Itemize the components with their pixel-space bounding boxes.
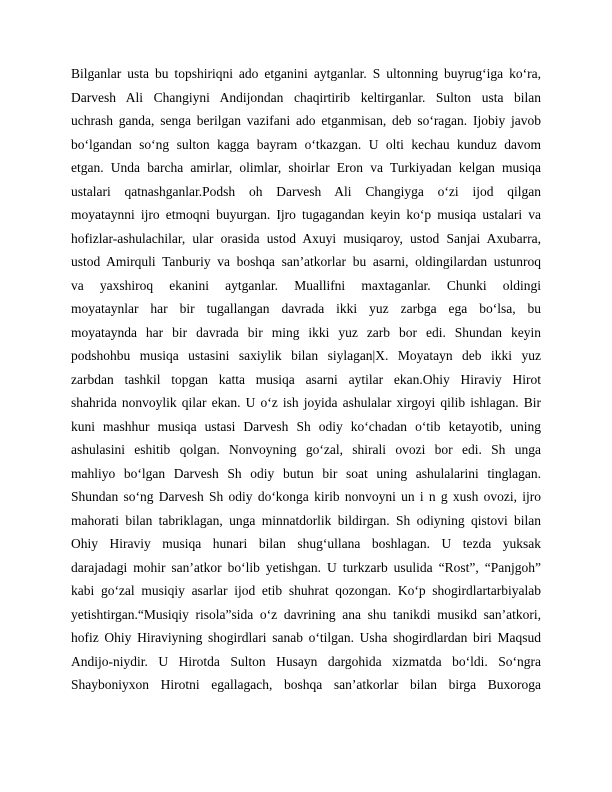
- text-line: boʻlgandan soʻng sulton kagga bayram oʻtkazgan. U olti kechau kunduz davom: [71, 136, 541, 152]
- text-line: uchrash ganda, senga berilgan vazifani ado etganmisan, deb soʻragan. Ijobiy javob: [71, 113, 542, 129]
- text-line: zarbdan tashkil topgan katta musiqa asarni aytilar ekan.Ohiy Hiraviy Hirot: [71, 371, 541, 387]
- body-text: [71, 62, 541, 697]
- text-line: kuni mashhur musiqa ustasi Darvesh Sh odiy koʻchadan oʻtib ketayotib, uning: [71, 418, 542, 434]
- text-line: Bilganlar usta bu topshiriqni ado etganini aytganlar. S ultonning buyrugʻiga koʻra,: [71, 66, 542, 81]
- text-line: moyataynlar har bir tugallangan davrada ikki yuz zarbga ega boʻlsa, bu: [71, 301, 542, 317]
- text-line: shahrida nonvoylik qilar ekan. U oʻz ish joyida ashulalar xirgoyi qilib ishlagan. Bir: [71, 395, 542, 411]
- text-line: mahliyo boʻlgan Darvesh Sh odiy butun bir soat uning ashulalarini tinglagan.: [71, 465, 542, 481]
- text-line: mahorati bilan tabriklagan, unga minnatdorlik bildirgan. Sh odiyning qistovi bilan: [71, 512, 542, 528]
- text-line: Shundan soʻng Darvesh Sh odiy doʻkonga kirib nonvoyni un i n g xush ovozi, ijro: [71, 489, 542, 505]
- text-line: hofiz Ohiy Hiraviyning shogirdlari sanab oʻtilgan. Usha shogirdlardan biri Maqsud: [71, 630, 541, 646]
- text-line: kabi goʻzal musiqiy asarlar ijod etib shuhrat qozongan. Koʻp shogirdlartarbiyalab: [71, 583, 542, 599]
- text-line: hofizlar-ashulachilar, ular orasida ustod Axuyi musiqaroy, ustod Sanjai Axubarra,: [71, 230, 541, 246]
- text-line: ustod Amirquli Tanburiy va boshqa sanʼatkorlar bu asarni, oldingilardan ustunroq: [71, 254, 541, 270]
- text-line: etgan. Unda barcha amirlar, olimlar, shoirlar Eron va Turkiyadan kelgan musiqa: [71, 160, 542, 176]
- text-line: Andijo-niydir. U Hirotda Sulton Husayn dargohida xizmatda boʻldi. Soʻngra: [71, 653, 541, 669]
- text-line: podshohbu musiqa ustasini saxiylik bilan siylagan|X. Moyatayn deb ikki yuz: [71, 348, 541, 364]
- text-line: va yaxshiroq ekanini aytganlar. Muallifni maxtaganlar. Chunki oldingi: [71, 277, 542, 293]
- text-line: Shayboniyxon Hirotni egallagach, boshqa sanʼatkorlar bilan birga Buxoroga: [71, 677, 541, 693]
- text-line: Ohiy Hiraviy musiqa hunari bilan shugʻullana boshlagan. U tezda yuksak: [71, 536, 542, 552]
- text-line: ustalari qatnashganlar.Podsh oh Darvesh Ali Changiyga oʻzi ijod qilgan: [71, 183, 541, 199]
- text-line: moyataynda har bir davrada bir ming ikki yuz zarb bor edi. Shundan keyin: [71, 324, 541, 340]
- text-line: yetishtirgan.“Musiqiy risola”sida oʻz davrining ana shu tanikdi musikd sanʼatkori,: [71, 606, 541, 622]
- text-line: ashulasini eshitib qolgan. Nonvoyning goʻzal, shirali ovozi bor edi. Sh unga: [71, 442, 541, 458]
- text-line: darajadagi mohir sanʼatkor boʻlib yetishgan. U turkzarb usulida “Rost”, “Panjgoh”: [71, 559, 541, 575]
- text-line: Darvesh Ali Changiyni Andijondan chaqirtirib keltirganlar. Sulton usta bilan: [71, 89, 542, 105]
- text-line: moyataynni ijro etmoqni buyurgan. Ijro tugagandan keyin koʻp musiqa ustalari va: [71, 207, 542, 223]
